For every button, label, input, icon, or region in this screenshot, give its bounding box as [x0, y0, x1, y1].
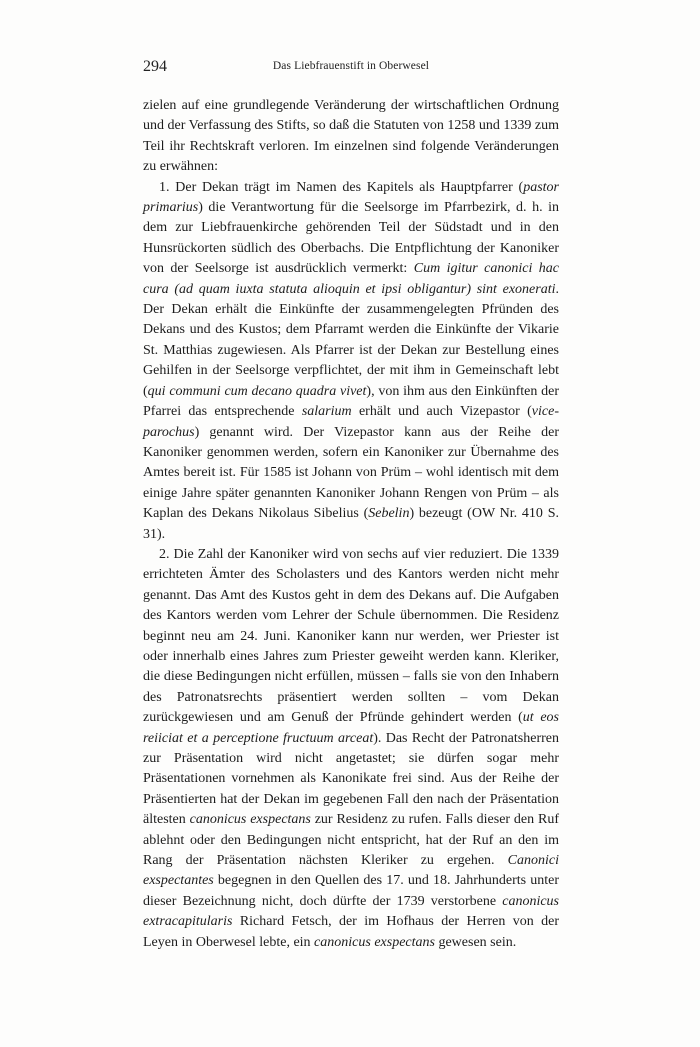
text-run: ) bezeugt (OW Nr. 410 S. 31).: [143, 506, 559, 542]
latin-term: pastor primarius: [143, 179, 559, 216]
latin-term: vice-parochus: [143, 404, 559, 440]
latin-term: canonicus extracapitularis: [143, 893, 559, 930]
latin-term: salarium: [301, 404, 352, 420]
body-text: [143, 96, 559, 953]
paragraph-intro: zielen auf eine grundlegende Veränderung der wirtschaftlichen Ordnung und der Verfassung des Stifts, so daß die Statuten von 1258 und 1339 zum Teil ihr Rechtskraft verloren. Im einzelnen sind folgende Veränderungen zu erwähnen:: [143, 98, 559, 175]
text-run: zur Residenz zu rufen. Falls dieser den Ruf ablehnt oder den Bedingungen nicht entspricht, hat der Ruf an den im Rang der Präsentation nächsten Kleriker zu ergehen.: [143, 812, 559, 869]
latin-quote: qui communi cum decano quadra vivet: [147, 383, 367, 399]
paragraph-point-1: [143, 178, 559, 545]
text-run: ), von ihm aus den Einkünften der Pfarrei das entsprechende: [143, 383, 559, 420]
text-run: ). Das Recht der Patronatsherren zur Präsentation wird nicht angetastet; sie dürfen sogar mehr Präsentationen vornehmen als Kanonikate frei sind. Aus der Reihe der Präsentierten hat der Dekan im gegebenen Fall den nach der Präsentation ältesten: [143, 730, 559, 828]
text-run: . Der Dekan erhält die Einkünfte der zusammengelegten Pfründen des Dekans und des Kustos; dem Pfarramt werden die Einkünfte der Vikarie St. Matthias zugewiesen. Als Pfarrer ist der Dekan zur Bestellung eines Gehilfen in der Seelsorge verpflichtet, der mit ihm in Gemeinschaft lebt (: [143, 281, 559, 399]
page-header: [143, 58, 559, 80]
text-run: ) genannt wird. Der Vizepastor kann aus der Reihe der Kanoniker genommen werden, sofern ein Kanoniker zur Übernahme des Amtes bereit ist. Für 1585 ist Johann von Prüm – wohl identisch mit dem einige Jahre später genannten Kanoniker Johann Rengen von Prüm – als Kaplan des Dekans Nikolaus Sibelius (: [143, 424, 559, 522]
text-run: ) die Verantwortung für die Seelsorge im Pfarrbezirk, d. h. in dem zur Liebfrauenkirche gehörenden Teil der Südstadt und in den Hunsrückorten südlich des Oberbachs. Die Entpflichtung der Kanoniker von der Seelsorge ist ausdrücklich vermerkt:: [143, 200, 559, 277]
running-title: Das Liebfrauenstift in Oberwesel: [272, 60, 430, 72]
paragraph-point-2: [143, 545, 559, 953]
text-run: gewesen sein.: [434, 934, 517, 950]
page-number: 294: [143, 58, 167, 75]
text-run: 1. Der Dekan trägt im Namen des Kapitels als Hauptpfarrer (: [159, 179, 524, 195]
text-run: begegnen in den Quellen des 17. und 18. Jahrhunderts unter dieser Bezeichnung nicht, doch dürfte der 1739 verstorbene: [143, 873, 559, 909]
latin-term: canonicus exspectans: [189, 812, 311, 828]
text-run: erhält und auch Vizepastor (: [351, 404, 532, 420]
latin-quote: Cum igitur canonici hac cura (ad quam iuxta statuta alioquin et ipsi obligantur) sint exonerati: [143, 261, 559, 297]
latin-term: canonicus exspectans: [314, 934, 435, 950]
text-run: Richard Fetsch, der im Hofhaus der Herren von der Leyen in Oberwesel lebte, ein: [143, 914, 559, 950]
name-variant: Sebelin: [368, 506, 410, 522]
latin-term: Canonici exspectantes: [143, 853, 559, 889]
latin-quote: ut eos reiiciat et a perceptione fructuum arceat: [143, 710, 559, 746]
text-run: 2. Die Zahl der Kanoniker wird von sechs auf vier reduziert. Die 1339 errichteten Ämter des Scholasters und des Kantors werden nicht mehr genannt. Das Amt des Kustos geht in dem des Dekans auf. Die Aufgaben des Kantors werden vom Lehrer der Schule übernommen. Die Residenz beginnt neu am 24. Juni. Kanoniker kann nur werden, wer Priester ist oder innerhalb eines Jahres zum Priester geweiht werden kann. Kleriker, die diese Bedingungen nicht erfüllen, müssen – falls sie von den Inhabern des Patronatsrechts präsentiert werden sollten – vom Dekan zurückgewiesen und am Genuß der Pfründe gehindert werden (: [143, 546, 559, 726]
